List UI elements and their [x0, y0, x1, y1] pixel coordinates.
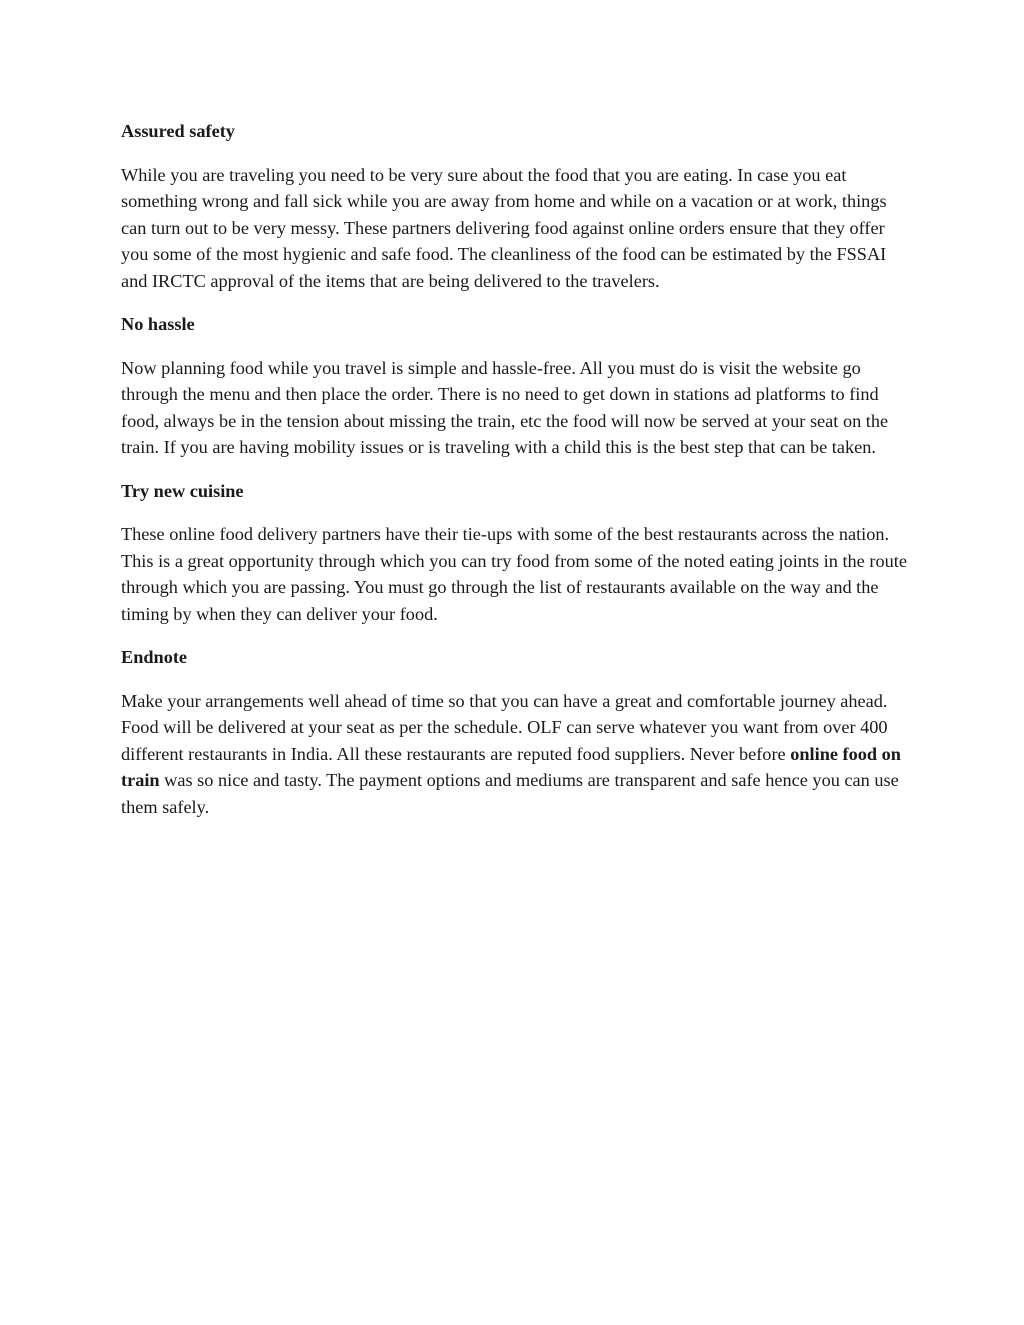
- section-heading-try-new-cuisine: Try new cuisine: [121, 480, 244, 501]
- section-body-assured-safety: While you are traveling you need to be very sure about the food that you are eating. In case you eat something wrong and fall sick while you are away from home and while on a vacation or at work, things can turn out to be very messy. These partners delivering food against online orders ensure that they offer you some of the most hygienic and safe food. The cleanliness of the food can be estimated by the FSSAI and IRCTC approval of the items that are being delivered to the travelers.: [121, 164, 887, 291]
- section-body-no-hassle: Now planning food while you travel is simple and hassle-free. All you must do is visit the website go through the menu and then place the order. There is no need to get down in stations ad platforms to find food, always be in the tension about missing the train, etc the food will now be served at your seat on the train. If you are having mobility issues or is traveling with a child this is the best step that can be taken.: [121, 357, 889, 457]
- endnote-text-after: was so nice and tasty. The payment options and mediums are transparent and safe hence you can use them safely.: [121, 770, 899, 817]
- endnote-bold-phrase: online food on train: [121, 743, 901, 790]
- section-heading-endnote: Endnote: [121, 647, 188, 667]
- endnote-text-before: Make your arrangements well ahead of time so that you can have a great and comfortable journey ahead. Food will be delivered at your seat as per the schedule. OLF can serve whatever you want from over 400 different restaurants in India. All these restaurants are reputed food suppliers. Never before: [121, 690, 888, 764]
- section-body-try-new-cuisine: These online food delivery partners have their tie-ups with some of the best restaurants across the nation. This is a great opportunity through which you can try food from some of the noted eating joints in the route through which you are passing. You must go through the list of restaurants available on the way and the timing by when they can deliver your food.: [121, 524, 907, 624]
- section-heading-no-hassle: No hassle: [121, 314, 195, 334]
- section-heading-assured-safety: Assured safety: [121, 121, 235, 141]
- document-page: [121, 118, 911, 837]
- section-body-endnote: [121, 688, 911, 821]
